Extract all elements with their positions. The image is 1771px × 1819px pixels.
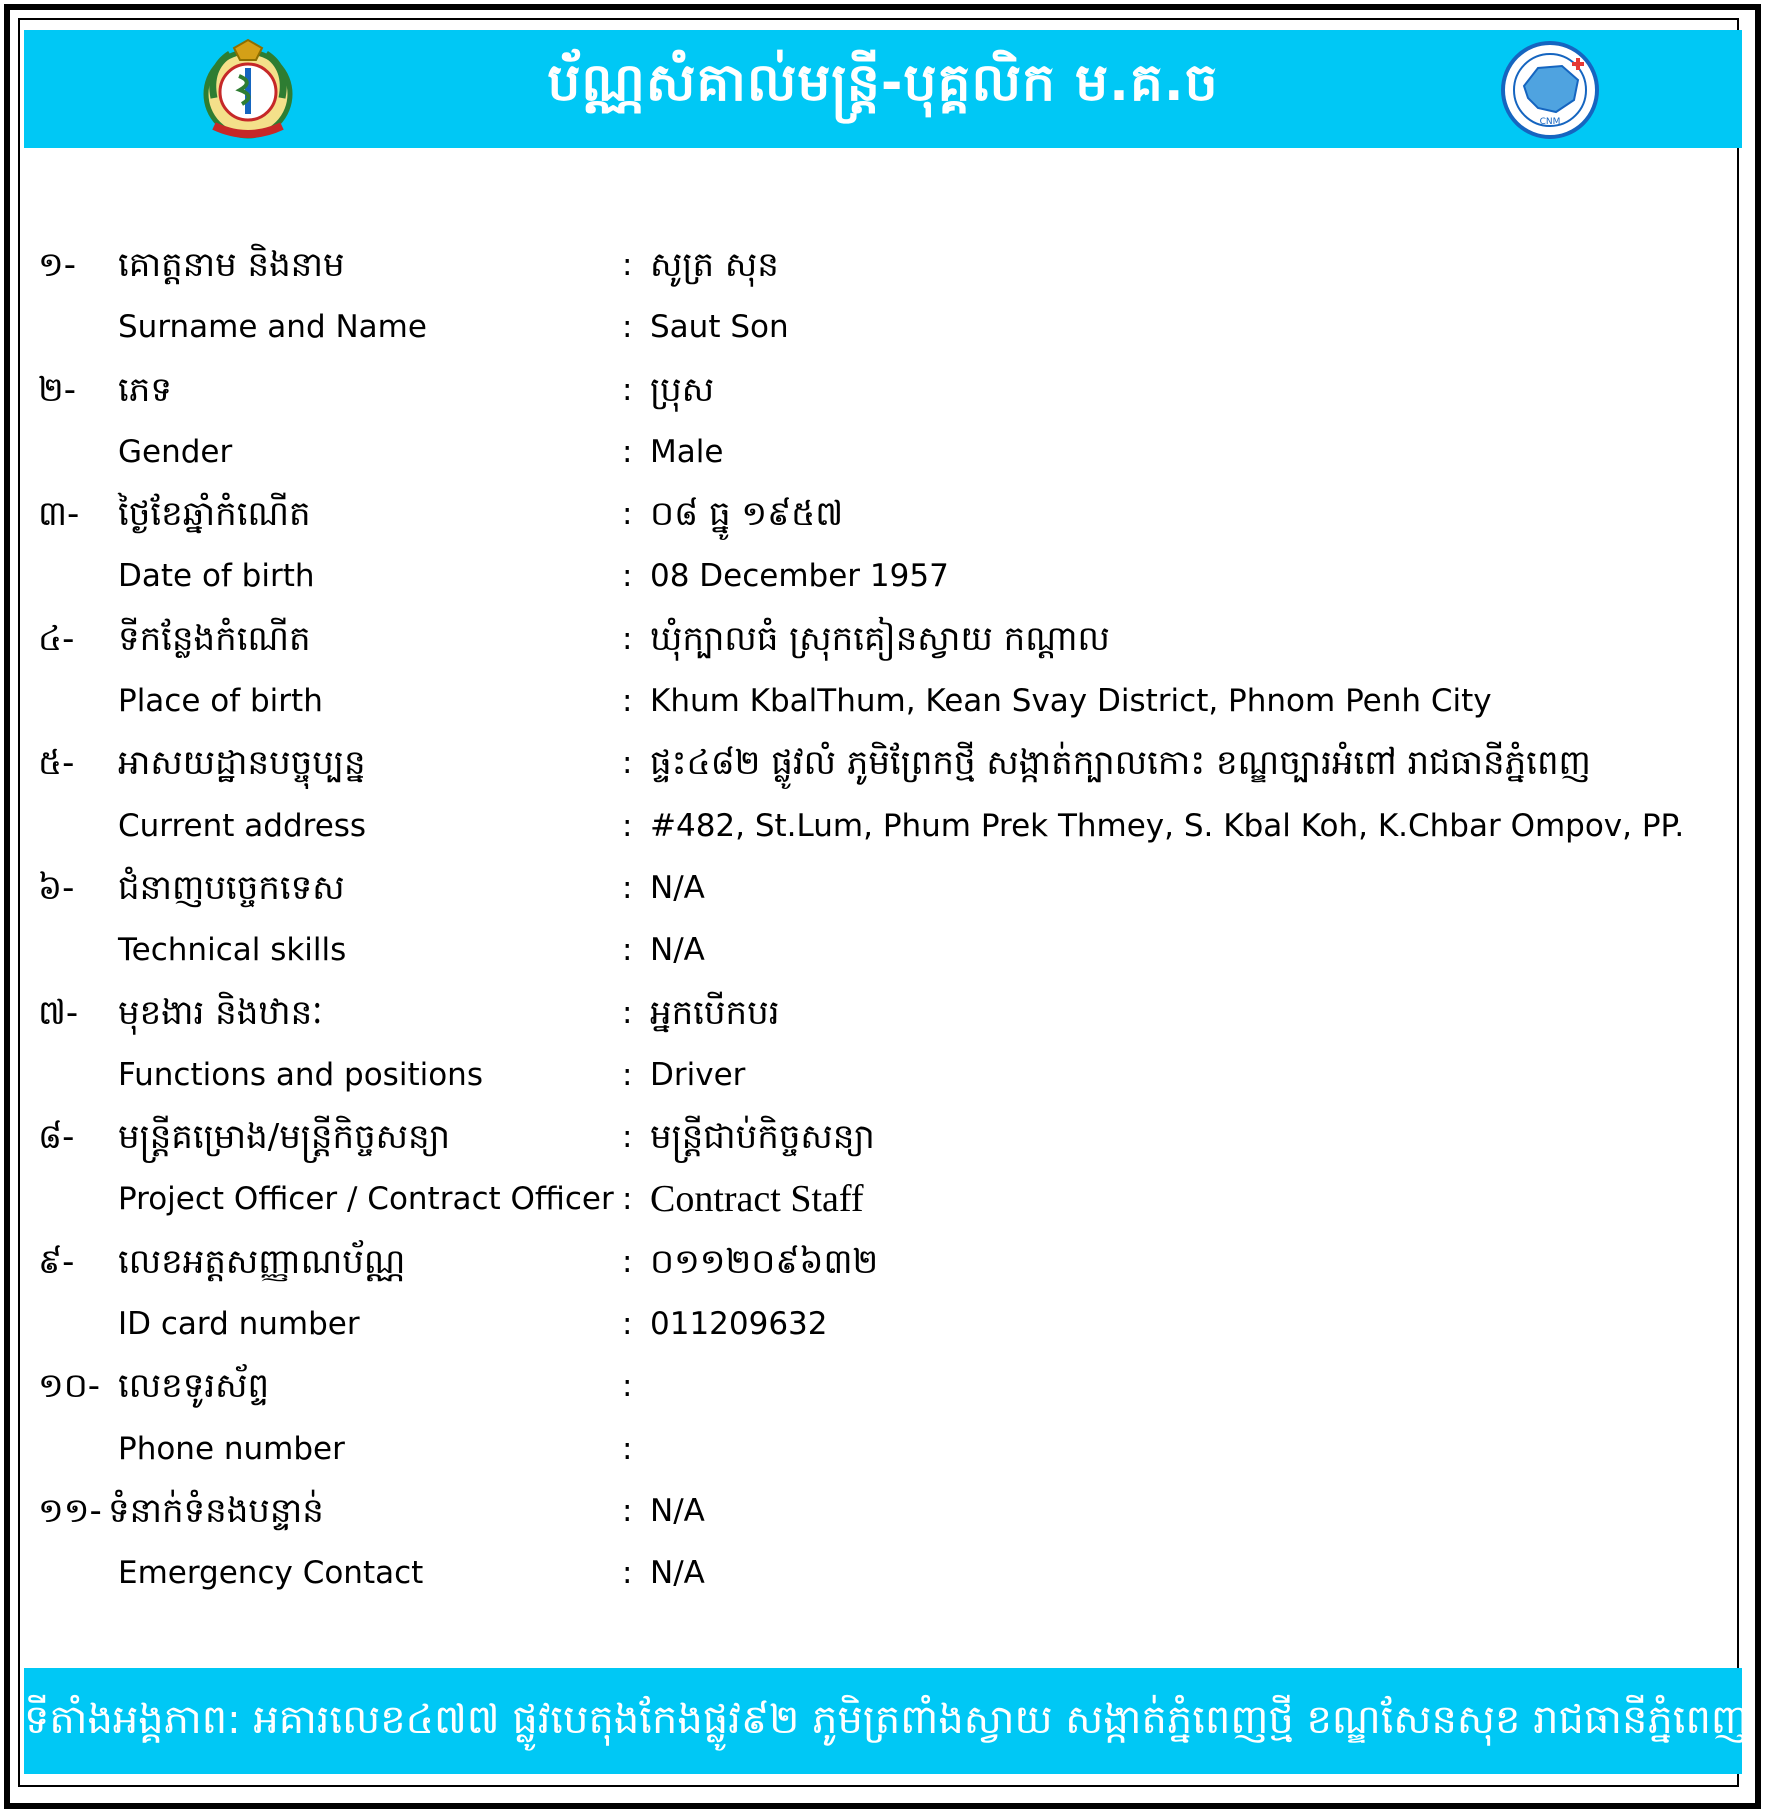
row-colon: : — [622, 558, 633, 595]
row-pob-km — [0, 608, 1771, 670]
row-colon: : — [622, 1119, 633, 1156]
row-colon: : — [622, 620, 633, 657]
row-number: ២- — [38, 369, 77, 410]
row-skills-en — [0, 919, 1771, 981]
row-value: Contract Staff — [650, 1178, 864, 1221]
row-value: N/A — [650, 1555, 705, 1592]
footer-banner — [24, 1668, 1749, 1774]
row-colon: : — [622, 932, 633, 969]
row-dob-km — [0, 483, 1771, 545]
row-emergency-en — [0, 1542, 1771, 1604]
row-colon: : — [622, 371, 633, 408]
row-name-en — [0, 296, 1771, 358]
row-label: Surname and Name — [118, 309, 427, 346]
row-label: Gender — [118, 433, 233, 470]
row-value: Saut Son — [650, 309, 789, 346]
row-colon: : — [622, 1243, 633, 1280]
row-label: ID card number — [118, 1306, 360, 1343]
row-colon: : — [622, 247, 633, 283]
row-value: អ្នកបើកបរ — [650, 992, 780, 1033]
row-value: ប្រុស — [650, 369, 715, 410]
row-label: Date of birth — [118, 558, 315, 595]
row-gender-en — [0, 421, 1771, 483]
row-colon: : — [622, 683, 633, 720]
row-phone-km — [0, 1355, 1771, 1417]
row-label: Functions and positions — [118, 1056, 483, 1093]
row-value: #482, St.Lum, Phum Prek Thmey, S. Kbal Koh, K.Chbar Ompov, PP. — [650, 807, 1685, 844]
row-colon: : — [622, 745, 633, 782]
row-value: សូត្រ សុន — [650, 245, 779, 285]
row-label: ជំនាញបច្ចេកទេស — [118, 867, 345, 908]
row-value: មន្ត្រីជាប់កិច្ចសន្យា — [650, 1117, 875, 1158]
row-value: Khum KbalThum, Kean Svay District, Phnom Penh City — [650, 683, 1492, 720]
row-colon: : — [622, 1430, 633, 1467]
row-value: N/A — [650, 932, 705, 969]
row-value: Driver — [650, 1056, 746, 1093]
row-number: ៥- — [38, 743, 75, 784]
row-value: 08 December 1957 — [650, 558, 949, 595]
row-number: ៤- — [38, 618, 75, 659]
row-colon: : — [622, 1555, 633, 1592]
row-emergency-km — [0, 1480, 1771, 1542]
cnm-seal-icon — [1498, 40, 1602, 140]
row-colon: : — [622, 869, 633, 906]
row-number: ១- — [38, 245, 77, 285]
row-position-km — [0, 982, 1771, 1044]
row-label: Technical skills — [118, 932, 347, 969]
row-colon: : — [622, 433, 633, 470]
row-colon: : — [622, 1181, 633, 1218]
row-phone-en — [0, 1418, 1771, 1480]
row-colon: : — [622, 994, 633, 1031]
row-id-en — [0, 1293, 1771, 1355]
row-number: ១១- — [38, 1490, 102, 1531]
row-skills-km — [0, 857, 1771, 919]
row-number: ៦- — [38, 867, 75, 908]
row-gender-km — [0, 359, 1771, 421]
row-value: ០៨ ធ្នូ ១៩៥៧ — [650, 494, 844, 535]
row-label: គោត្តនាម និងនាម — [118, 245, 345, 285]
row-label: មុខងារ និងឋានៈ — [118, 992, 323, 1033]
row-label: Emergency Contact — [118, 1555, 424, 1592]
row-number: ៣- — [38, 494, 80, 535]
cnm-seal-text: CNM — [1539, 117, 1561, 127]
row-label: Project Officer / Contract Officer — [118, 1181, 614, 1218]
row-number: ៧- — [38, 992, 79, 1033]
row-label: ទំនាក់ទំនងបន្ទាន់ — [108, 1490, 324, 1531]
header-banner — [24, 30, 1742, 148]
row-label: អាសយដ្ឋានបច្ចុប្បន្ន — [118, 743, 366, 784]
row-label: Current address — [118, 807, 367, 844]
row-colon: : — [622, 1492, 633, 1529]
row-value: N/A — [650, 1492, 705, 1529]
row-value: ឃុំក្បាលធំ ស្រុកគៀនស្វាយ កណ្តាល — [650, 618, 1110, 659]
row-label: ថ្ងៃខែឆ្នាំកំណើត — [118, 494, 311, 535]
row-value: Male — [650, 433, 724, 470]
row-id-km — [0, 1231, 1771, 1293]
info-table — [0, 234, 1771, 1605]
row-label: មន្ត្រីគម្រោង/មន្ត្រីកិច្ចសន្យា — [118, 1117, 451, 1158]
row-label: Place of birth — [118, 683, 323, 720]
row-colon: : — [622, 309, 633, 346]
row-value: 011209632 — [650, 1306, 828, 1343]
row-label: លេខអត្តសញ្ញាណប័ណ្ណ — [118, 1241, 406, 1282]
row-pob-en — [0, 670, 1771, 732]
row-address-km — [0, 732, 1771, 794]
row-value: ផ្ទះ៤៨២ ផ្លូវលំ ភូមិព្រែកថ្មី សង្កាត់ក្បាលកោះ ខណ្ឌច្បារអំពៅ រាជធានីភ្នំពេញ — [650, 743, 1591, 784]
row-number: ៨- — [38, 1117, 75, 1158]
page-title: ប័ណ្ណសំគាល់មន្ត្រី-បុគ្គលិក ម.គ.ច — [547, 53, 1219, 113]
row-address-en — [0, 795, 1771, 857]
row-dob-en — [0, 545, 1771, 607]
row-colon: : — [622, 807, 633, 844]
row-colon: : — [622, 1056, 633, 1093]
row-label: ភេទ — [118, 369, 172, 410]
row-name-km — [0, 234, 1771, 296]
row-number: ៩- — [38, 1241, 75, 1282]
row-position-en — [0, 1044, 1771, 1106]
row-value: ០១១២០៩៦៣២ — [650, 1241, 879, 1282]
footer-address: ទីតាំងអង្គភាព: អគារលេខ៤៧៧ ផ្លូវបេតុងកែងផ្លូវ៩២ ភូមិត្រពាំងស្វាយ សង្កាត់ភ្នំពេញថ្មី ខណ្ឌសែនសុខ រាជធានីភ្នំពេញ — [24, 1697, 1749, 1743]
row-officer-type-km — [0, 1106, 1771, 1168]
row-label: លេខទូរស័ព្ទ — [118, 1366, 270, 1407]
row-label: Phone number — [118, 1430, 345, 1467]
row-value: N/A — [650, 869, 705, 906]
row-colon: : — [622, 1368, 633, 1405]
row-colon: : — [622, 496, 633, 533]
row-number: ១០- — [38, 1366, 101, 1407]
row-label: ទីកន្លែងកំណើត — [118, 618, 311, 659]
row-colon: : — [622, 1306, 633, 1343]
row-officer-type-en — [0, 1168, 1771, 1230]
